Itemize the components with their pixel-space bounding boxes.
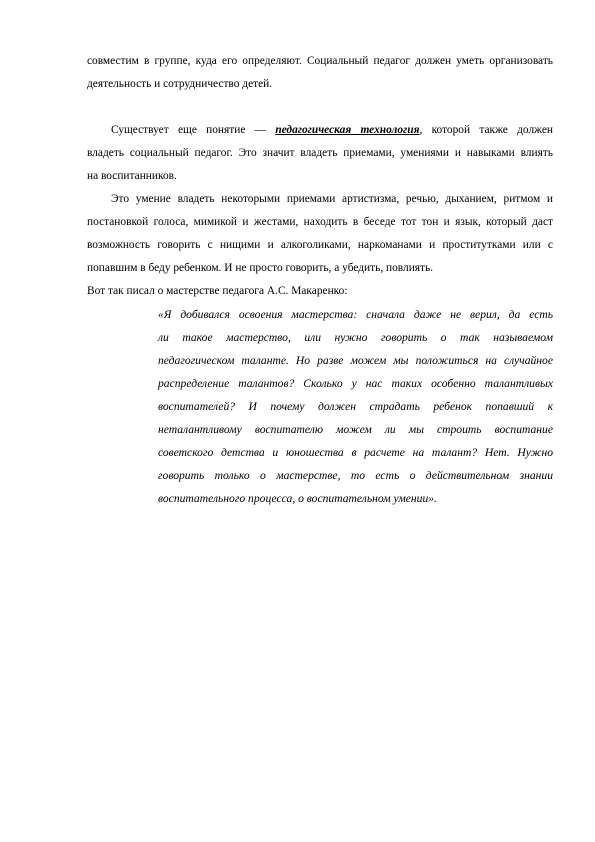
quote-line: ли такое мастерство, или нужно говорить о так называемом [158, 331, 553, 344]
document-page [87, 50, 553, 510]
quote-intro: Вот так писал о мастерстве педагога А.С. Макаренко: [87, 285, 348, 297]
text-line: деятельность и сотрудничество детей. [87, 78, 273, 90]
quote-line: неталантливому воспитателю можем ли мы строить воспитание [158, 423, 553, 436]
quote-line: говорить только о мастерстве, то есть о действительном знании [158, 469, 553, 482]
quote-line: педагогическом таланте. Но разве можем мы положиться на случайное [158, 354, 553, 367]
quote-line: воспитателей? И почему должен страдать ребенок попавший к [158, 400, 553, 413]
quote-line: распределение талантов? Сколько у нас таких особенно талантливых [158, 377, 553, 390]
text-line: возможность говорить с нищими и алкоголиками, наркоманами и проститутками или с [87, 239, 553, 251]
text-fragment: , которой также должен [419, 124, 554, 136]
text-fragment: Существует еще понятие — [111, 124, 276, 136]
quote-line: «Я добивался освоения мастерства: сначала даже не верил, да есть [158, 308, 553, 321]
quote-line: воспитательного процесса, о воспитательном умении». [158, 492, 437, 505]
text-line: попавшим в беду ребенком. И не просто говорить, а убедить, повлиять. [87, 262, 434, 274]
text-line: владеть социальный педагог. Это значит владеть приемами, умениями и навыками влиять [87, 147, 553, 159]
key-term: педагогическая технология [275, 124, 420, 136]
quote-line: советского детства и юношества в расчете на талант? Нет. Нужно [158, 446, 553, 459]
paragraph-gap [87, 96, 553, 119]
text-line [87, 119, 553, 142]
text-line: Это умение владеть некоторыми приемами артистизма, речью, дыханием, ритмом и [111, 193, 553, 205]
text-line: постановкой голоса, мимикой и жестами, находить в беседе тот тон и язык, который даст [87, 216, 553, 228]
text-line: на воспитанников. [87, 170, 177, 182]
makarenko-quote [158, 303, 553, 510]
text-line: совместим в группе, куда его определяют. Социальный педагог должен уметь организовать [87, 55, 553, 67]
